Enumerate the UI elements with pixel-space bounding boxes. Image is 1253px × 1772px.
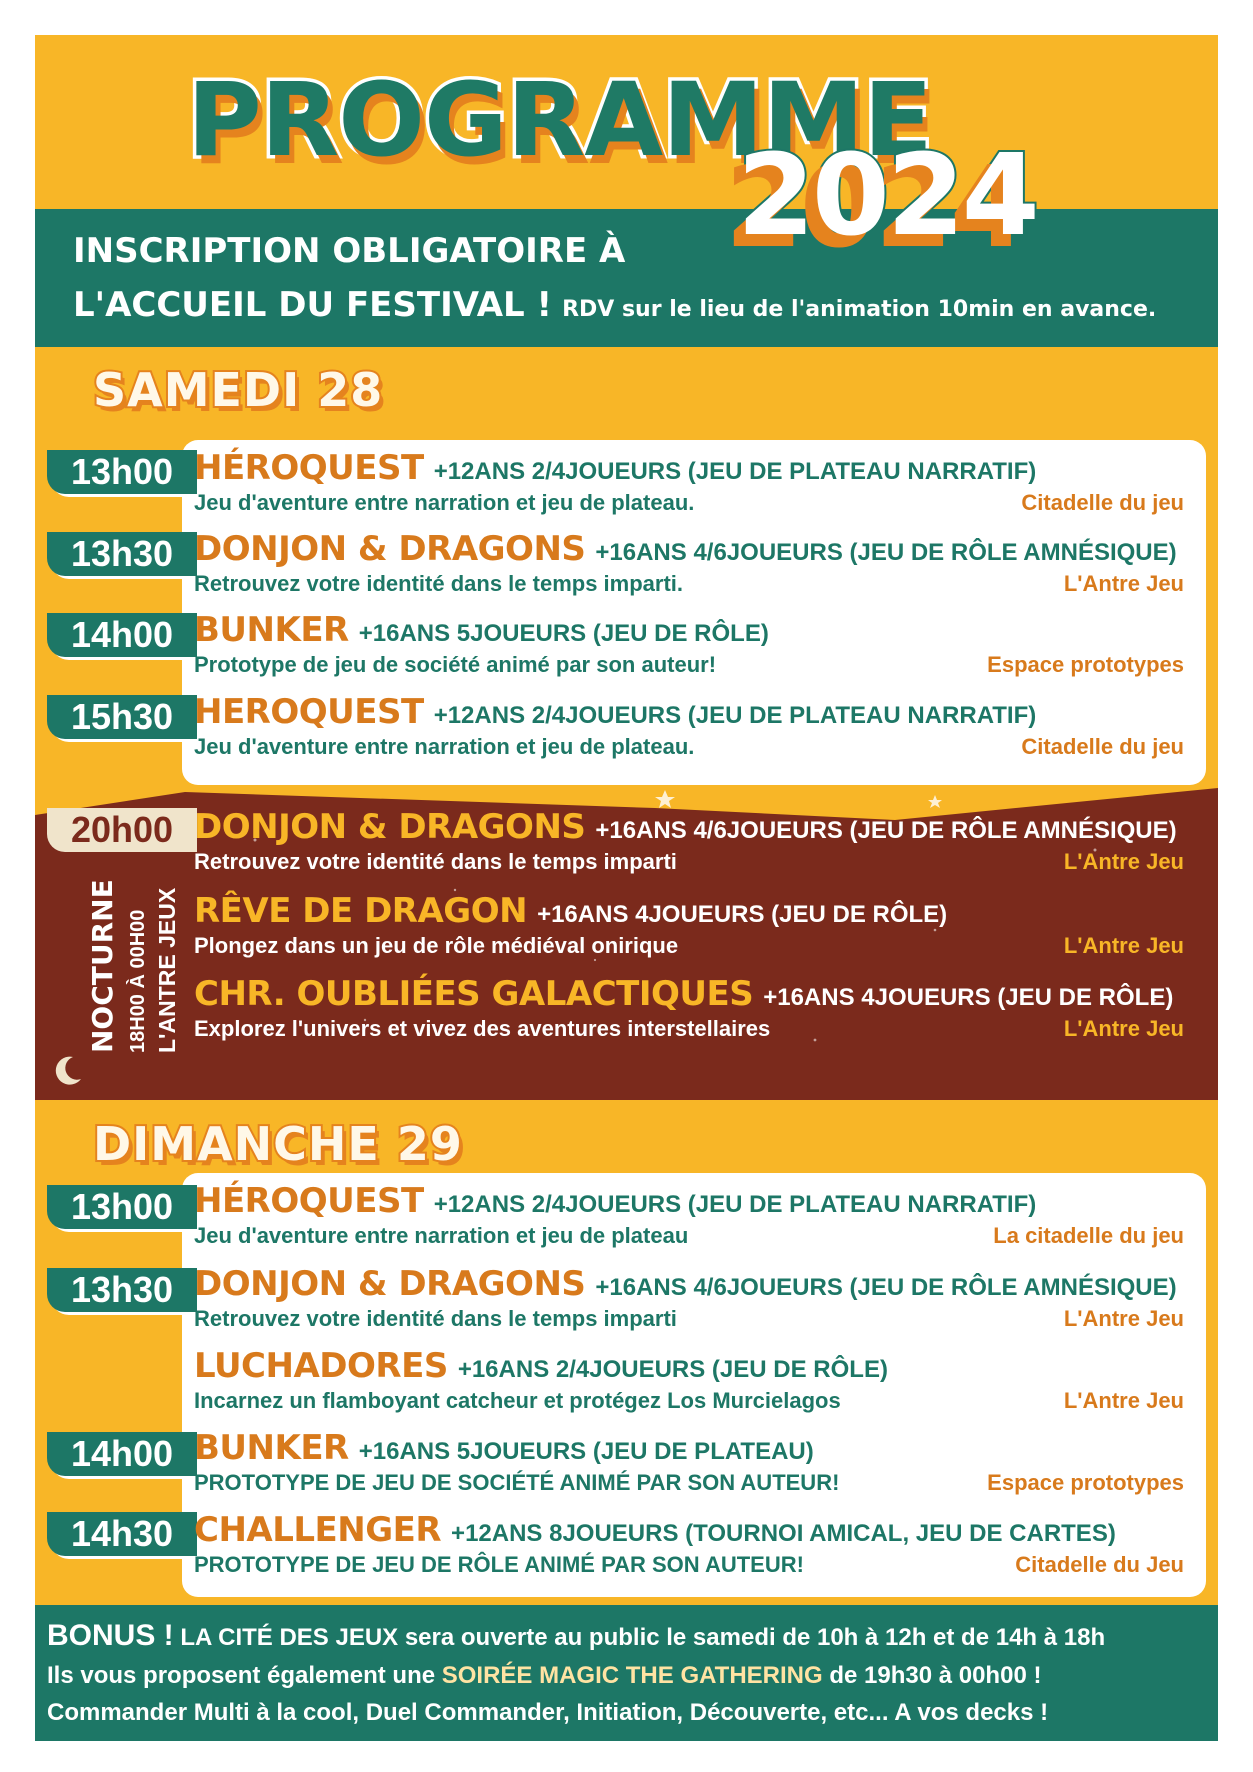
poster-year: 2024 [737,131,1037,261]
registration-line-2 [73,285,1156,325]
registration-note: RDV sur le lieu de l'animation 10min en avance. [562,297,1157,322]
event-title: DONJON & DRAGONS [194,807,586,847]
nocturne-label [48,828,188,1066]
event-meta: +16ANS 4JOUEURS (JEU DE RÔLE) [763,984,1174,1011]
event-description: Incarnez un flamboyant catcheur et protégez Los Murcielagos [194,1388,841,1413]
time-pill: 13h00 [47,1185,197,1229]
event-item [194,1346,1204,1418]
event-item [194,448,1204,520]
event-meta: +12ANS 2/4JOUEURS (JEU DE PLATEAU NARRATIF) [433,1191,1037,1218]
event-meta: +16ANS 5JOUEURS (JEU DE RÔLE) [358,620,769,647]
moon-icon [49,1053,85,1089]
event-meta: +12ANS 8JOUEURS (TOURNOI AMICAL, JEU DE CARTES) [451,1520,1116,1547]
event-description: Jeu d'aventure entre narration et jeu de plateau [194,1223,689,1248]
registration-line-1: INSCRIPTION OBLIGATOIRE À [73,231,626,271]
time-pill: 14h00 [47,1432,197,1476]
bonus-highlight: SOIRÉE MAGIC THE GATHERING [441,1662,823,1689]
event-meta: +16ANS 2/4JOUEURS (JEU DE RÔLE) [457,1356,888,1383]
event-description: PROTOTYPE DE JEU DE SOCIÉTÉ ANIMÉ PAR SON AUTEUR! [194,1470,840,1495]
registration-line-2-text: L'ACCUEIL DU FESTIVAL ! [73,285,553,325]
event-location: Espace prototypes [987,652,1184,677]
bonus-footer [35,1605,1218,1741]
event-title: BUNKER [194,610,349,650]
event-title: HEROQUEST [194,692,424,732]
event-meta: +16ANS 4JOUEURS (JEU DE RÔLE) [537,901,948,928]
event-meta: +16ANS 5JOUEURS (JEU DE PLATEAU) [358,1438,814,1465]
event-item [194,1428,1204,1500]
event-item [194,1181,1204,1253]
bonus-text-2b: de 19h30 à 00h00 ! [829,1662,1042,1689]
event-title: CHALLENGER [194,1510,442,1550]
time-pill: 14h00 [47,613,197,657]
event-title: HÉROQUEST [194,1181,424,1221]
time-pill: 13h30 [47,532,197,576]
event-meta: +16ANS 4/6JOUEURS (JEU DE RÔLE AMNÉSIQUE) [595,1274,1177,1301]
event-description: Retrouvez votre identité dans le temps imparti. [194,571,684,596]
event-description: Jeu d'aventure entre narration et jeu de plateau. [194,734,695,759]
event-meta: +12ANS 2/4JOUEURS (JEU DE PLATEAU NARRATIF) [433,702,1037,729]
time-pill: 13h30 [47,1268,197,1312]
time-pill: 13h00 [47,450,197,494]
time-pill: 14h30 [47,1512,197,1556]
event-title: RÊVE DE DRAGON [194,891,528,931]
event-item [194,610,1204,682]
poster-title: PROGRAMME [187,61,932,180]
event-item [194,1510,1204,1582]
event-location: L'Antre Jeu [1063,571,1184,596]
event-item [194,891,1204,963]
event-description: Retrouvez votre identité dans le temps imparti [194,1306,677,1331]
event-meta: +16ANS 4/6JOUEURS (JEU DE RÔLE AMNÉSIQUE) [595,817,1177,844]
poster [35,35,1218,1741]
bonus-label: BONUS ! [47,1619,174,1652]
bonus-text-1: LA CITÉ DES JEUX sera ouverte au public le samedi de 10h à 12h et de 14h à 18h [180,1624,1106,1651]
event-meta: +12ANS 2/4JOUEURS (JEU DE PLATEAU NARRATIF) [433,458,1037,485]
event-description: Retrouvez votre identité dans le temps imparti [194,849,677,874]
event-description: Explorez l'univers et vivez des aventures interstellaires [194,1016,771,1041]
registration-band [35,209,1218,347]
event-description: Prototype de jeu de société animé par son auteur! [194,652,717,677]
event-location: L'Antre Jeu [1063,849,1184,874]
event-description: Plongez dans un jeu de rôle médiéval onirique [194,933,679,958]
nocturne-place: L'ANTRE JEUX [154,887,180,1053]
nocturne-title: NOCTURNE [86,879,119,1053]
event-location: L'Antre Jeu [1063,1388,1184,1413]
event-meta: +16ANS 4/6JOUEURS (JEU DE RÔLE AMNÉSIQUE) [595,539,1177,566]
event-location: Citadelle du Jeu [1015,1552,1184,1577]
day-heading-sunday: DIMANCHE 29 [93,1117,463,1171]
event-description: Jeu d'aventure entre narration et jeu de plateau. [194,490,695,515]
time-pill: 15h30 [47,695,197,739]
time-pill-nocturne: 20h00 [47,808,197,852]
bonus-line-2 [47,1662,1041,1690]
event-title: LUCHADORES [194,1346,448,1386]
event-item [194,807,1204,879]
nocturne-hours: 18H00 À 00H00 [127,909,149,1053]
event-location: L'Antre Jeu [1063,933,1184,958]
day-heading-saturday: SAMEDI 28 [93,363,384,417]
event-item [194,974,1204,1046]
event-location: L'Antre Jeu [1063,1016,1184,1041]
event-title: CHR. OUBLIÉES GALACTIQUES [194,974,754,1014]
event-location: Espace prototypes [987,1470,1184,1495]
event-location: Citadelle du jeu [1021,734,1184,759]
event-item [194,1264,1204,1336]
event-title: DONJON & DRAGONS [194,1264,586,1304]
event-title: BUNKER [194,1428,349,1468]
event-item [194,692,1204,764]
event-location: L'Antre Jeu [1063,1306,1184,1331]
event-item [194,529,1204,601]
bonus-line-1 [47,1619,1105,1653]
event-location: La citadelle du jeu [993,1223,1184,1248]
event-title: DONJON & DRAGONS [194,529,586,569]
event-description: PROTOTYPE DE JEU DE RÔLE ANIMÉ PAR SON AUTEUR! [194,1552,804,1577]
event-location: Citadelle du jeu [1021,490,1184,515]
bonus-text-2a: Ils vous proposent également une [47,1662,436,1689]
event-title: HÉROQUEST [194,448,424,488]
bonus-line-3: Commander Multi à la cool, Duel Commander, Initiation, Découverte, etc... A vos decks ! [47,1699,1049,1726]
